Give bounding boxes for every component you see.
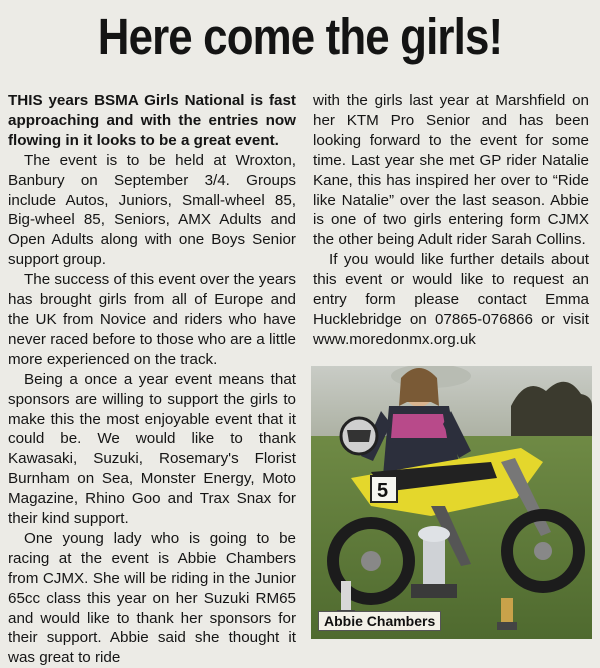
article-column-1 bbox=[8, 91, 296, 668]
paragraph-continued: with the girls last year at Marshfield on her KTM Pro Senior and has been looking forward to the event for some time. Last year she met GP rider Natalie Kane, this has inspired her over to “Ride like Natalie” over the last season. Abbie is one of two girls entering form CJMX the other being Adult rider Sarah Collins. bbox=[313, 92, 589, 249]
rider-photo bbox=[311, 366, 592, 639]
article-column-2 bbox=[313, 91, 589, 350]
photo-caption: Abbie Chambers bbox=[318, 611, 441, 631]
lead-paragraph: THIS years BSMA Girls National is fast approaching and with the entries now flowing in it looks to be a great event. bbox=[8, 92, 296, 149]
paragraph-sponsors: Being a once a year event means that sponsors are willing to support the girls to make this the most enjoyable event that it could be. We would like to thank Kawasaki, Suzuki, Rosemary's Florist Burnham on Sea, Monster Energy, Moto Magazine, Rhino Goo and Trax Snax for their kind support. bbox=[8, 370, 296, 528]
bike-number: 5 bbox=[377, 480, 389, 502]
paragraph-abbie: One young lady who is going to be racing at the event is Abbie Chambers from CJMX. She will be riding in the Junior 65cc class this year on her Suzuki RM65 and would like to thank her sponsors for their support. Abbie said she thought it was great to ride bbox=[8, 529, 296, 667]
paragraph-venue: The event is to be held at Wroxton, Banbury on September 3/4. Groups include Autos, Juniors, Small-wheel 85, Big-wheel 85, Seniors, AMX Adults and Open Adults along with one Boys Senior support group. bbox=[8, 151, 296, 269]
headline: Here come the girls! bbox=[97, 8, 503, 65]
paragraph-success: The success of this event over the years has brought girls from all of Europe and the UK from Novice and riders who have never raced before to those who are a little more experienced on the track. bbox=[8, 271, 296, 368]
paragraph-contact: If you would like further details about this event or would like to request an entry form please contact Emma Hucklebridge on 07865-076866 or visit www.moredonmx.org.uk bbox=[313, 251, 589, 348]
